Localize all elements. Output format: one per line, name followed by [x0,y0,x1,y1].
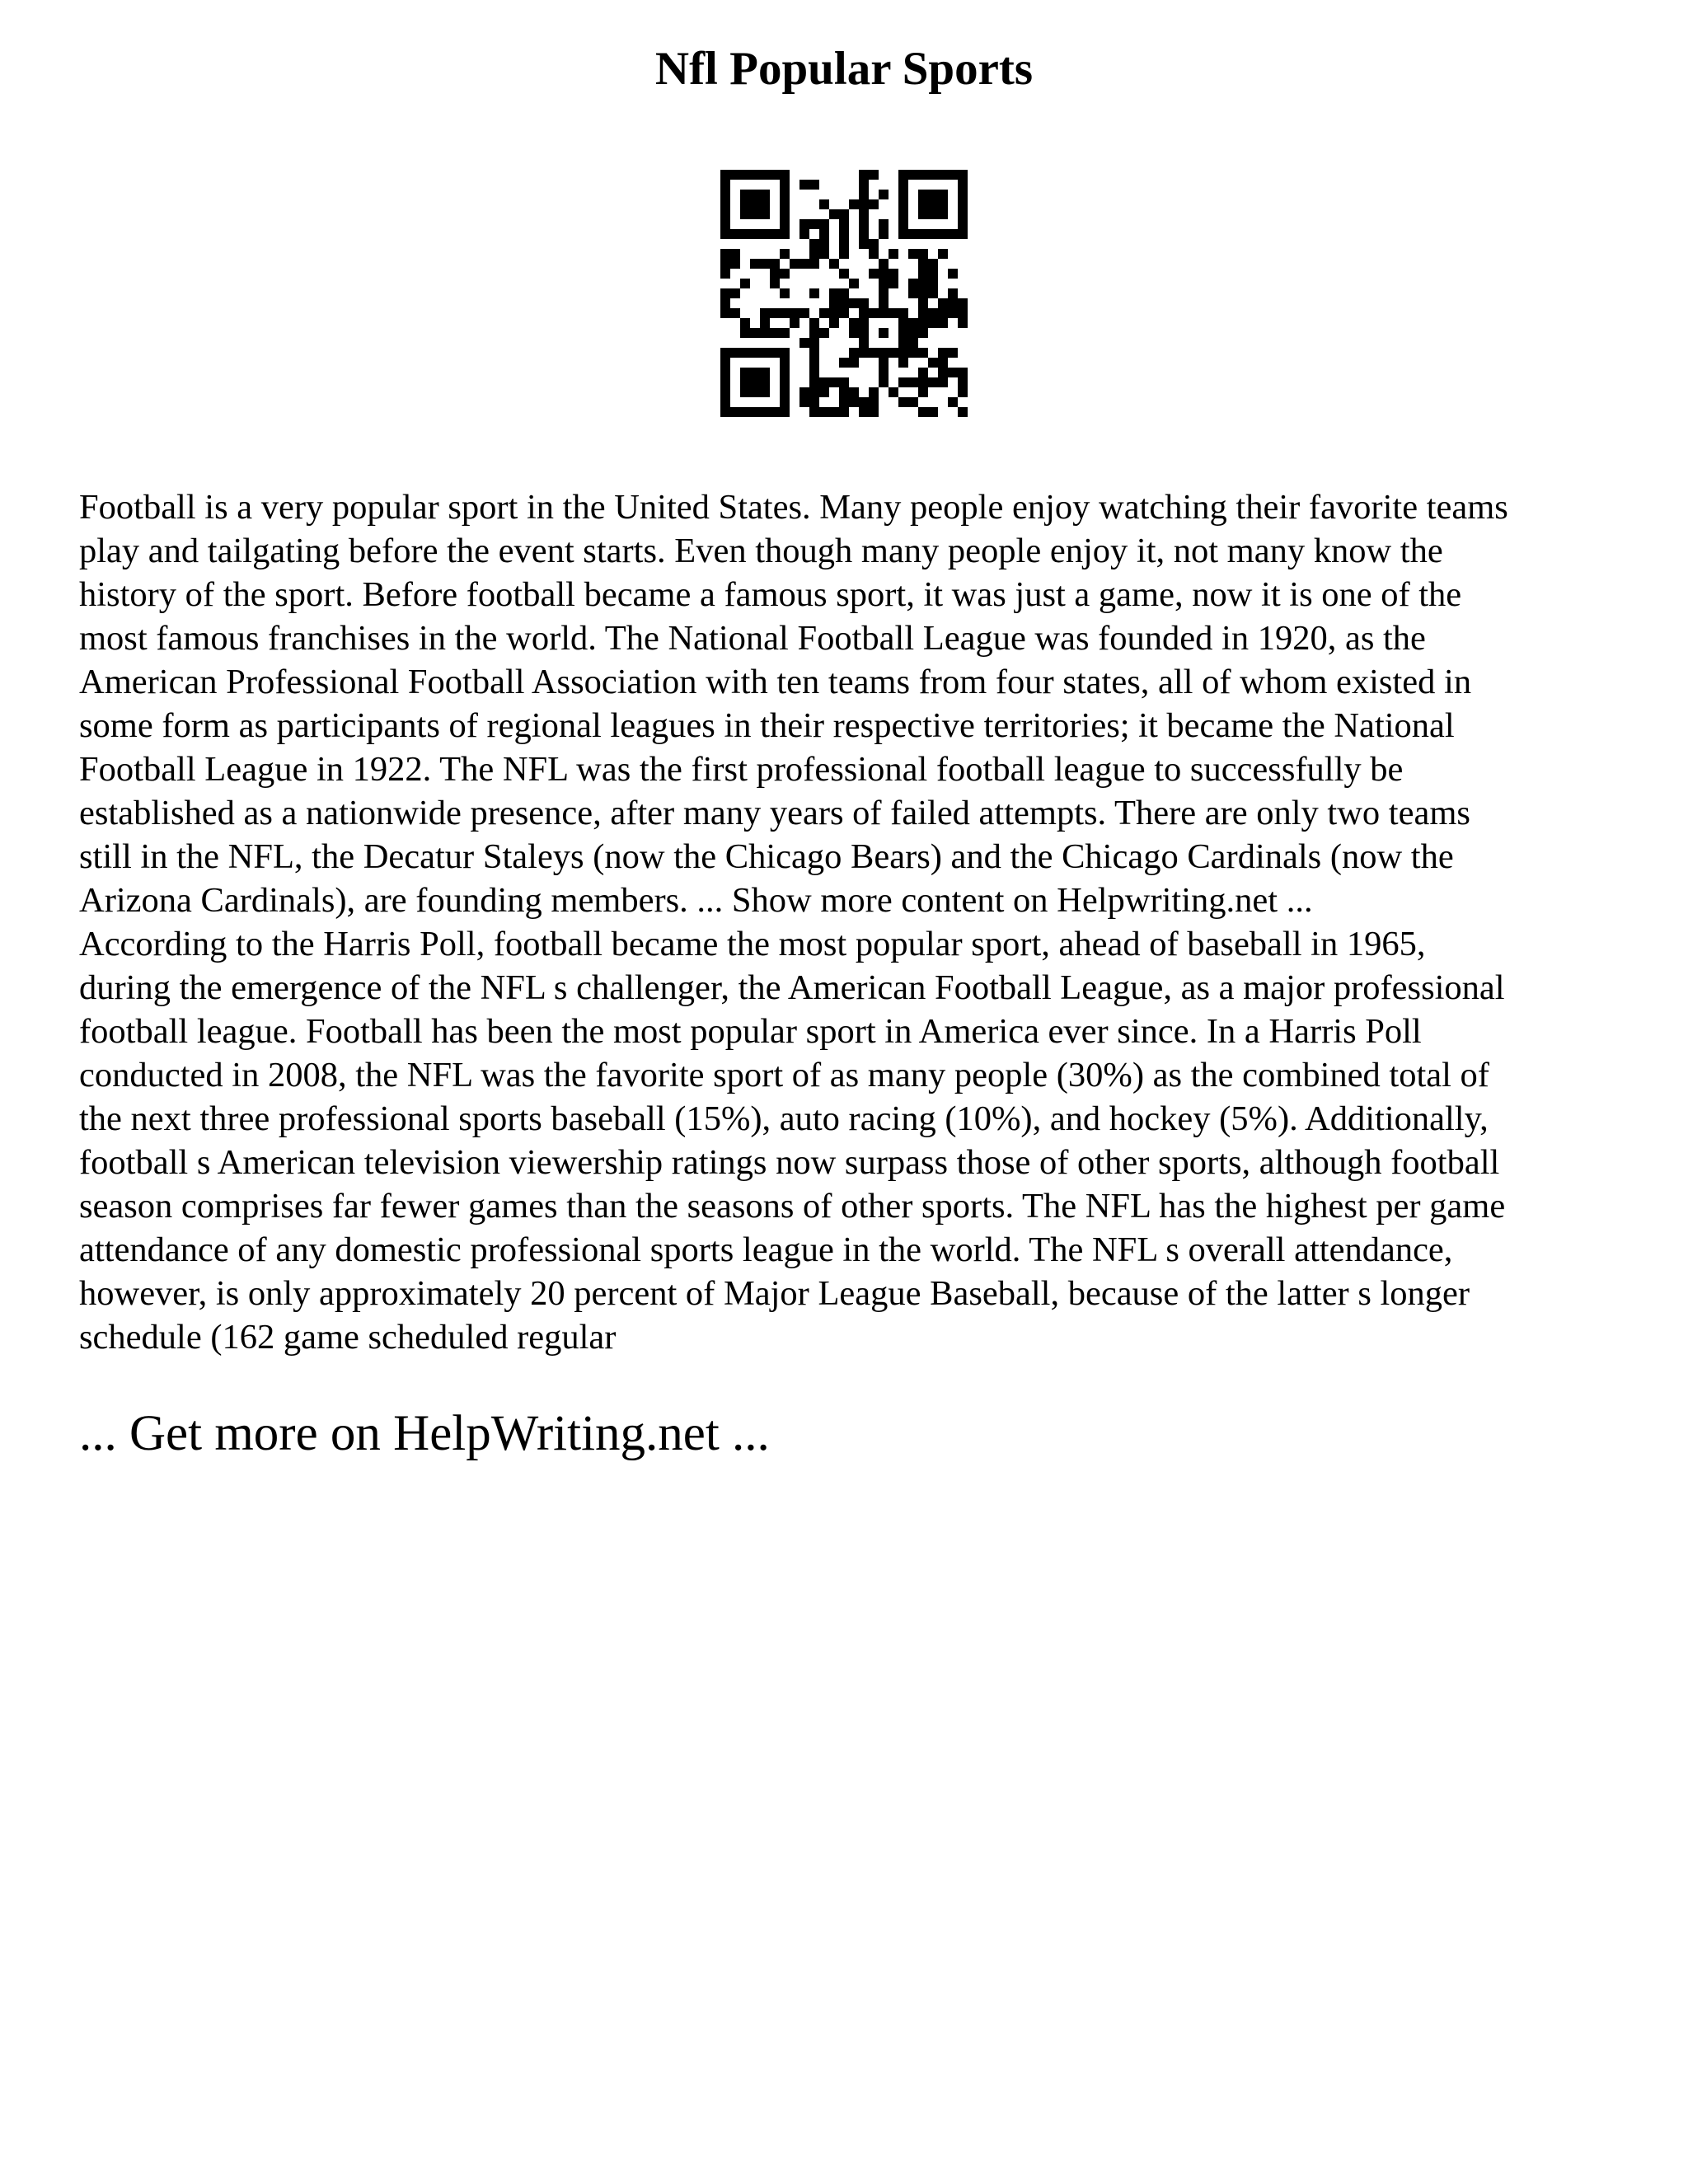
body-line: however, is only approximately 20 percent of Major League Baseball, because of the latter s longer [79,1274,1470,1313]
body-line: According to the Harris Poll, football became the most popular sport, ahead of baseball in 1965, [79,925,1426,963]
body-line: American Professional Football Association with ten teams from four states, all of whom existed in [79,663,1472,701]
body-line: during the emergence of the NFL s challenger, the American Football League, as a major professional [79,968,1505,1007]
body-line: football s American television viewership ratings now surpass those of other sports, although football [79,1143,1500,1182]
body-line: Football League in 1922. The NFL was the first professional football league to successfully be [79,750,1404,789]
body-line: still in the NFL, the Decatur Staleys (now the Chicago Bears) and the Chicago Cardinals (now the [79,837,1454,876]
body-line: football league. Football has been the most popular sport in America ever since. In a Harris Poll [79,1012,1422,1051]
body-line: some form as participants of regional leagues in their respective territories; it became the National [79,706,1455,745]
page-title: Nfl Popular Sports [654,43,1034,95]
body-line: play and tailgating before the event starts. Even though many people enjoy it, not many know the [79,532,1443,570]
body-line: season comprises far fewer games than the seasons of other sports. The NFL has the highest per game [79,1187,1506,1226]
body-line: schedule (162 game scheduled regular [79,1318,617,1357]
body-line: conducted in 2008, the NFL was the favorite sport of as many people (30%) as the combined total of [79,1056,1489,1094]
body-line: history of the sport. Before football became a famous sport, it was just a game, now it is one of the [79,575,1462,614]
body-line: established as a nationwide presence, after many years of failed attempts. There are only two teams [79,794,1470,832]
body-line: most famous franchises in the world. The National Football League was founded in 1920, as the [79,619,1426,658]
article-body [79,485,1629,1359]
get-more-link[interactable]: ... Get more on HelpWriting.net ... [79,1406,770,1461]
qr-code-icon [720,170,968,417]
body-line: Football is a very popular sport in the United States. Many people enjoy watching their favorite teams [79,488,1508,527]
body-line: the next three professional sports baseball (15%), auto racing (10%), and hockey (5%). Additionally, [79,1099,1489,1138]
body-line: Arizona Cardinals), are founding members. ... Show more content on Helpwriting.net ... [79,881,1313,920]
body-line: attendance of any domestic professional sports league in the world. The NFL s overall attendance, [79,1230,1453,1269]
